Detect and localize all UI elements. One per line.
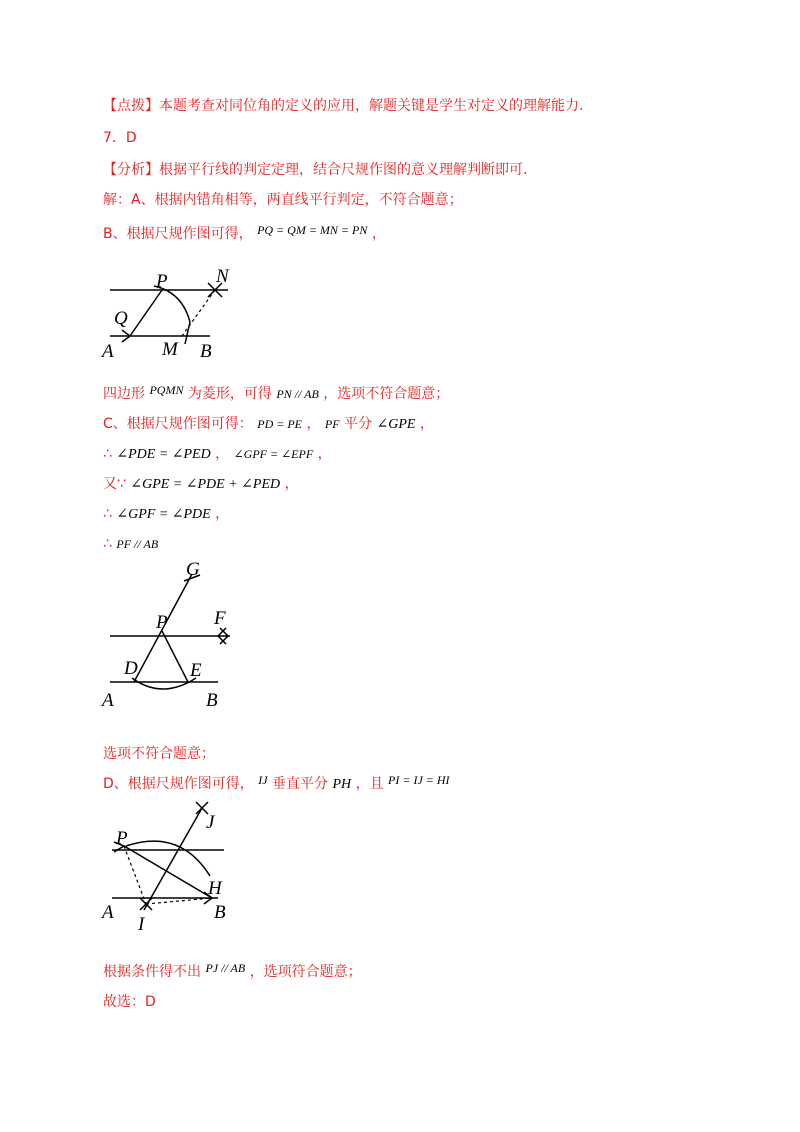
math-expr: PN // AB bbox=[276, 387, 319, 401]
text: ， bbox=[317, 446, 332, 462]
text: C、根据尺规作图可得： bbox=[103, 416, 253, 432]
label-i: I bbox=[138, 914, 145, 935]
solution-d bbox=[103, 774, 450, 795]
text: ∴ bbox=[103, 536, 112, 552]
text: ，选项不符合题意； bbox=[323, 386, 450, 402]
label-a: A bbox=[102, 341, 114, 362]
math-expr: ∠GPF = ∠EPF bbox=[233, 447, 314, 461]
math-expr: PH bbox=[332, 777, 352, 792]
label-p: P bbox=[156, 612, 168, 633]
math-expr: IJ bbox=[258, 773, 268, 787]
label-a: A bbox=[102, 902, 114, 923]
figure-d bbox=[100, 798, 250, 936]
text: 四边形 bbox=[103, 386, 145, 402]
math-expr: ∠GPF = ∠PDE bbox=[116, 507, 211, 522]
solution-c-result: 选项不符合题意； bbox=[103, 746, 215, 762]
label-b: B bbox=[206, 690, 218, 711]
text: ， bbox=[284, 476, 299, 492]
hint-line: 【点拨】本题考查对同位角的定义的应用，解题关键是学生对定义的理解能力. bbox=[103, 98, 584, 114]
text: ∴ bbox=[103, 446, 112, 462]
text: ， bbox=[306, 416, 321, 432]
text: ， bbox=[371, 226, 386, 242]
math-expr: PF bbox=[324, 417, 340, 431]
label-q: Q bbox=[114, 308, 128, 329]
text: ，选项符合题意； bbox=[249, 964, 362, 980]
figure-c bbox=[100, 558, 250, 713]
final-answer: 故选：D bbox=[103, 994, 156, 1010]
label-a: A bbox=[102, 690, 114, 711]
text: 又∵ bbox=[103, 476, 126, 492]
label-n: N bbox=[216, 266, 229, 287]
text: 垂直平分 bbox=[272, 776, 329, 792]
label-j: J bbox=[206, 812, 215, 833]
solution-c-step1 bbox=[103, 444, 332, 465]
math-expr: PF // AB bbox=[116, 537, 159, 551]
math-expr: PJ // AB bbox=[205, 961, 246, 975]
label-p: P bbox=[116, 828, 128, 849]
text: ， bbox=[215, 446, 230, 462]
text: 为菱形，可得 bbox=[187, 386, 272, 402]
math-expr: ∠GPE bbox=[376, 417, 416, 432]
solution-c-step2 bbox=[103, 474, 299, 495]
label-e: E bbox=[190, 660, 202, 681]
label-b: B bbox=[214, 902, 226, 923]
analysis-line: 【分析】根据平行线的判定定理，结合尺规作图的意义理解判断即可. bbox=[103, 162, 528, 178]
math-expr: PQMN bbox=[149, 383, 184, 397]
math-expr: ∠GPE = ∠PDE + ∠PED bbox=[130, 477, 281, 492]
math-expr: PD = PE bbox=[257, 417, 302, 431]
label-b: B bbox=[200, 341, 212, 362]
label-m: M bbox=[162, 339, 178, 360]
math-expr: PQ = QM = MN = PN bbox=[257, 223, 368, 237]
text: B、根据尺规作图可得， bbox=[103, 226, 253, 242]
solution-b bbox=[103, 224, 386, 244]
solution-d-result bbox=[103, 962, 362, 982]
answer-7: 7．D bbox=[103, 130, 137, 146]
solution-c-step4 bbox=[103, 534, 158, 554]
text: 根据条件得不出 bbox=[103, 964, 201, 980]
text: D、根据尺规作图可得， bbox=[103, 776, 254, 792]
math-expr: ∠PDE = ∠PED bbox=[116, 447, 211, 462]
solution-b-result bbox=[103, 384, 449, 404]
label-g: G bbox=[186, 559, 200, 580]
label-d: D bbox=[124, 658, 138, 679]
text: ， bbox=[215, 506, 230, 522]
label-h: H bbox=[208, 878, 222, 899]
text: ， bbox=[419, 416, 434, 432]
figure-b bbox=[100, 262, 240, 362]
solution-a: 解：A、根据内错角相等，两直线平行判定，不符合题意； bbox=[103, 192, 463, 208]
label-p: P bbox=[156, 271, 168, 292]
text: ，且 bbox=[355, 776, 384, 792]
solution-c bbox=[103, 414, 434, 435]
math-expr: PI = IJ = HI bbox=[388, 773, 450, 787]
solution-c-step3 bbox=[103, 504, 229, 525]
text: 平分 bbox=[344, 416, 373, 432]
label-f: F bbox=[214, 608, 226, 629]
text: ∴ bbox=[103, 506, 112, 522]
